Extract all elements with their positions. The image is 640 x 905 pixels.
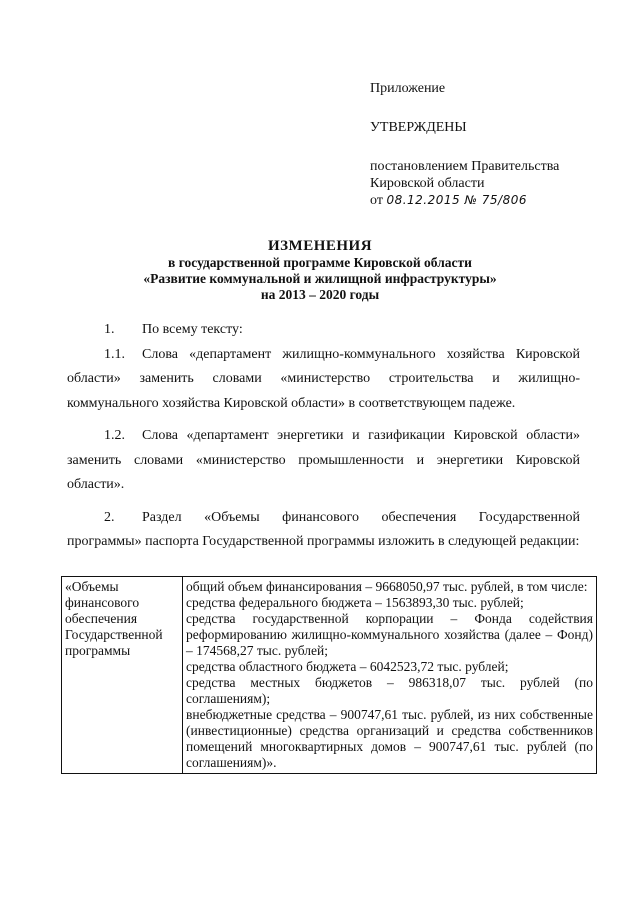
table-line-offbudget: внебюджетные средства – 900747,61 тыс. рублей, из них собственные (инвестиционные) средства организаций и средства собственников помещений многоквартирных домов – 900747,61 тыс. рублей (по соглашениям)». [186,707,593,770]
paragraph-1-1-text: Слова «департамент жилищно-коммунального хозяйства Кировской области» заменить словами «министерство строительства и жилищно-коммунального хозяйства Кировской области» в соответствующем падеже. [67,346,580,411]
decree-date-line [370,192,610,209]
paragraph-1-2-number: 1.2. [104,428,125,443]
title-line-3: «Развитие коммунальной и жилищной инфраструктуры» [143,271,497,286]
date-prefix: от [370,193,383,208]
paragraph-1 [67,318,580,343]
table-line-regional: средства областного бюджета – 6042523,72 тыс. рублей; [186,659,509,674]
table-left-cell: «Объемы финансового обеспечения Государственной программы [62,577,183,774]
paragraph-2-text: Раздел «Объемы финансового обеспечения Государственной программы» паспорта Государственной программы изложить в следующей редакции: [67,509,580,549]
title-line-4: на 2013 – 2020 годы [260,287,380,302]
table-right-cell [183,577,597,774]
table-row [62,577,597,774]
paragraph-1-text: По всему тексту: [142,322,243,337]
paragraph-1-1-number: 1.1. [104,346,125,362]
document-title [90,238,550,303]
document-body [67,318,580,555]
appendix-label: Приложение [370,81,446,96]
title-line-2: в государственной программе Кировской области [168,255,472,270]
paragraph-1-number: 1. [104,322,115,337]
table-line-federal: средства федерального бюджета – 1563893,30 тыс. рублей; [186,595,524,610]
handwritten-date-number: 08.12.2015 № 75/806 [386,193,527,207]
paragraph-1-2-text: Слова «департамент энергетики и газификации Кировской области» заменить словами «министерство промышленности и энергетики Кировской области». [67,428,580,492]
table-line-local: средства местных бюджетов – 986318,07 тыс. рублей (по соглашениям); [186,675,593,706]
paragraph-1-2 [67,424,580,498]
decree-line-1: постановлением Правительства [370,159,560,174]
title-main: ИЗМЕНЕНИЯ [267,238,373,254]
decree-line-2: Кировской области [370,176,485,191]
approved-label: УТВЕРЖДЕНЫ [370,120,467,135]
paragraph-2 [67,506,580,555]
table-line-total: общий объем финансирования – 9668050,97 тыс. рублей, в том числе: [186,579,588,594]
table-line-fund: средства государственной корпорации – Фонда содействия реформированию жилищно-коммунального хозяйства (далее – Фонд) – 174568,27 тыс. рублей; [186,611,593,658]
approval-block [370,80,610,209]
finance-table [61,576,597,774]
paragraph-2-number: 2. [104,509,115,525]
paragraph-1-1 [67,343,580,417]
